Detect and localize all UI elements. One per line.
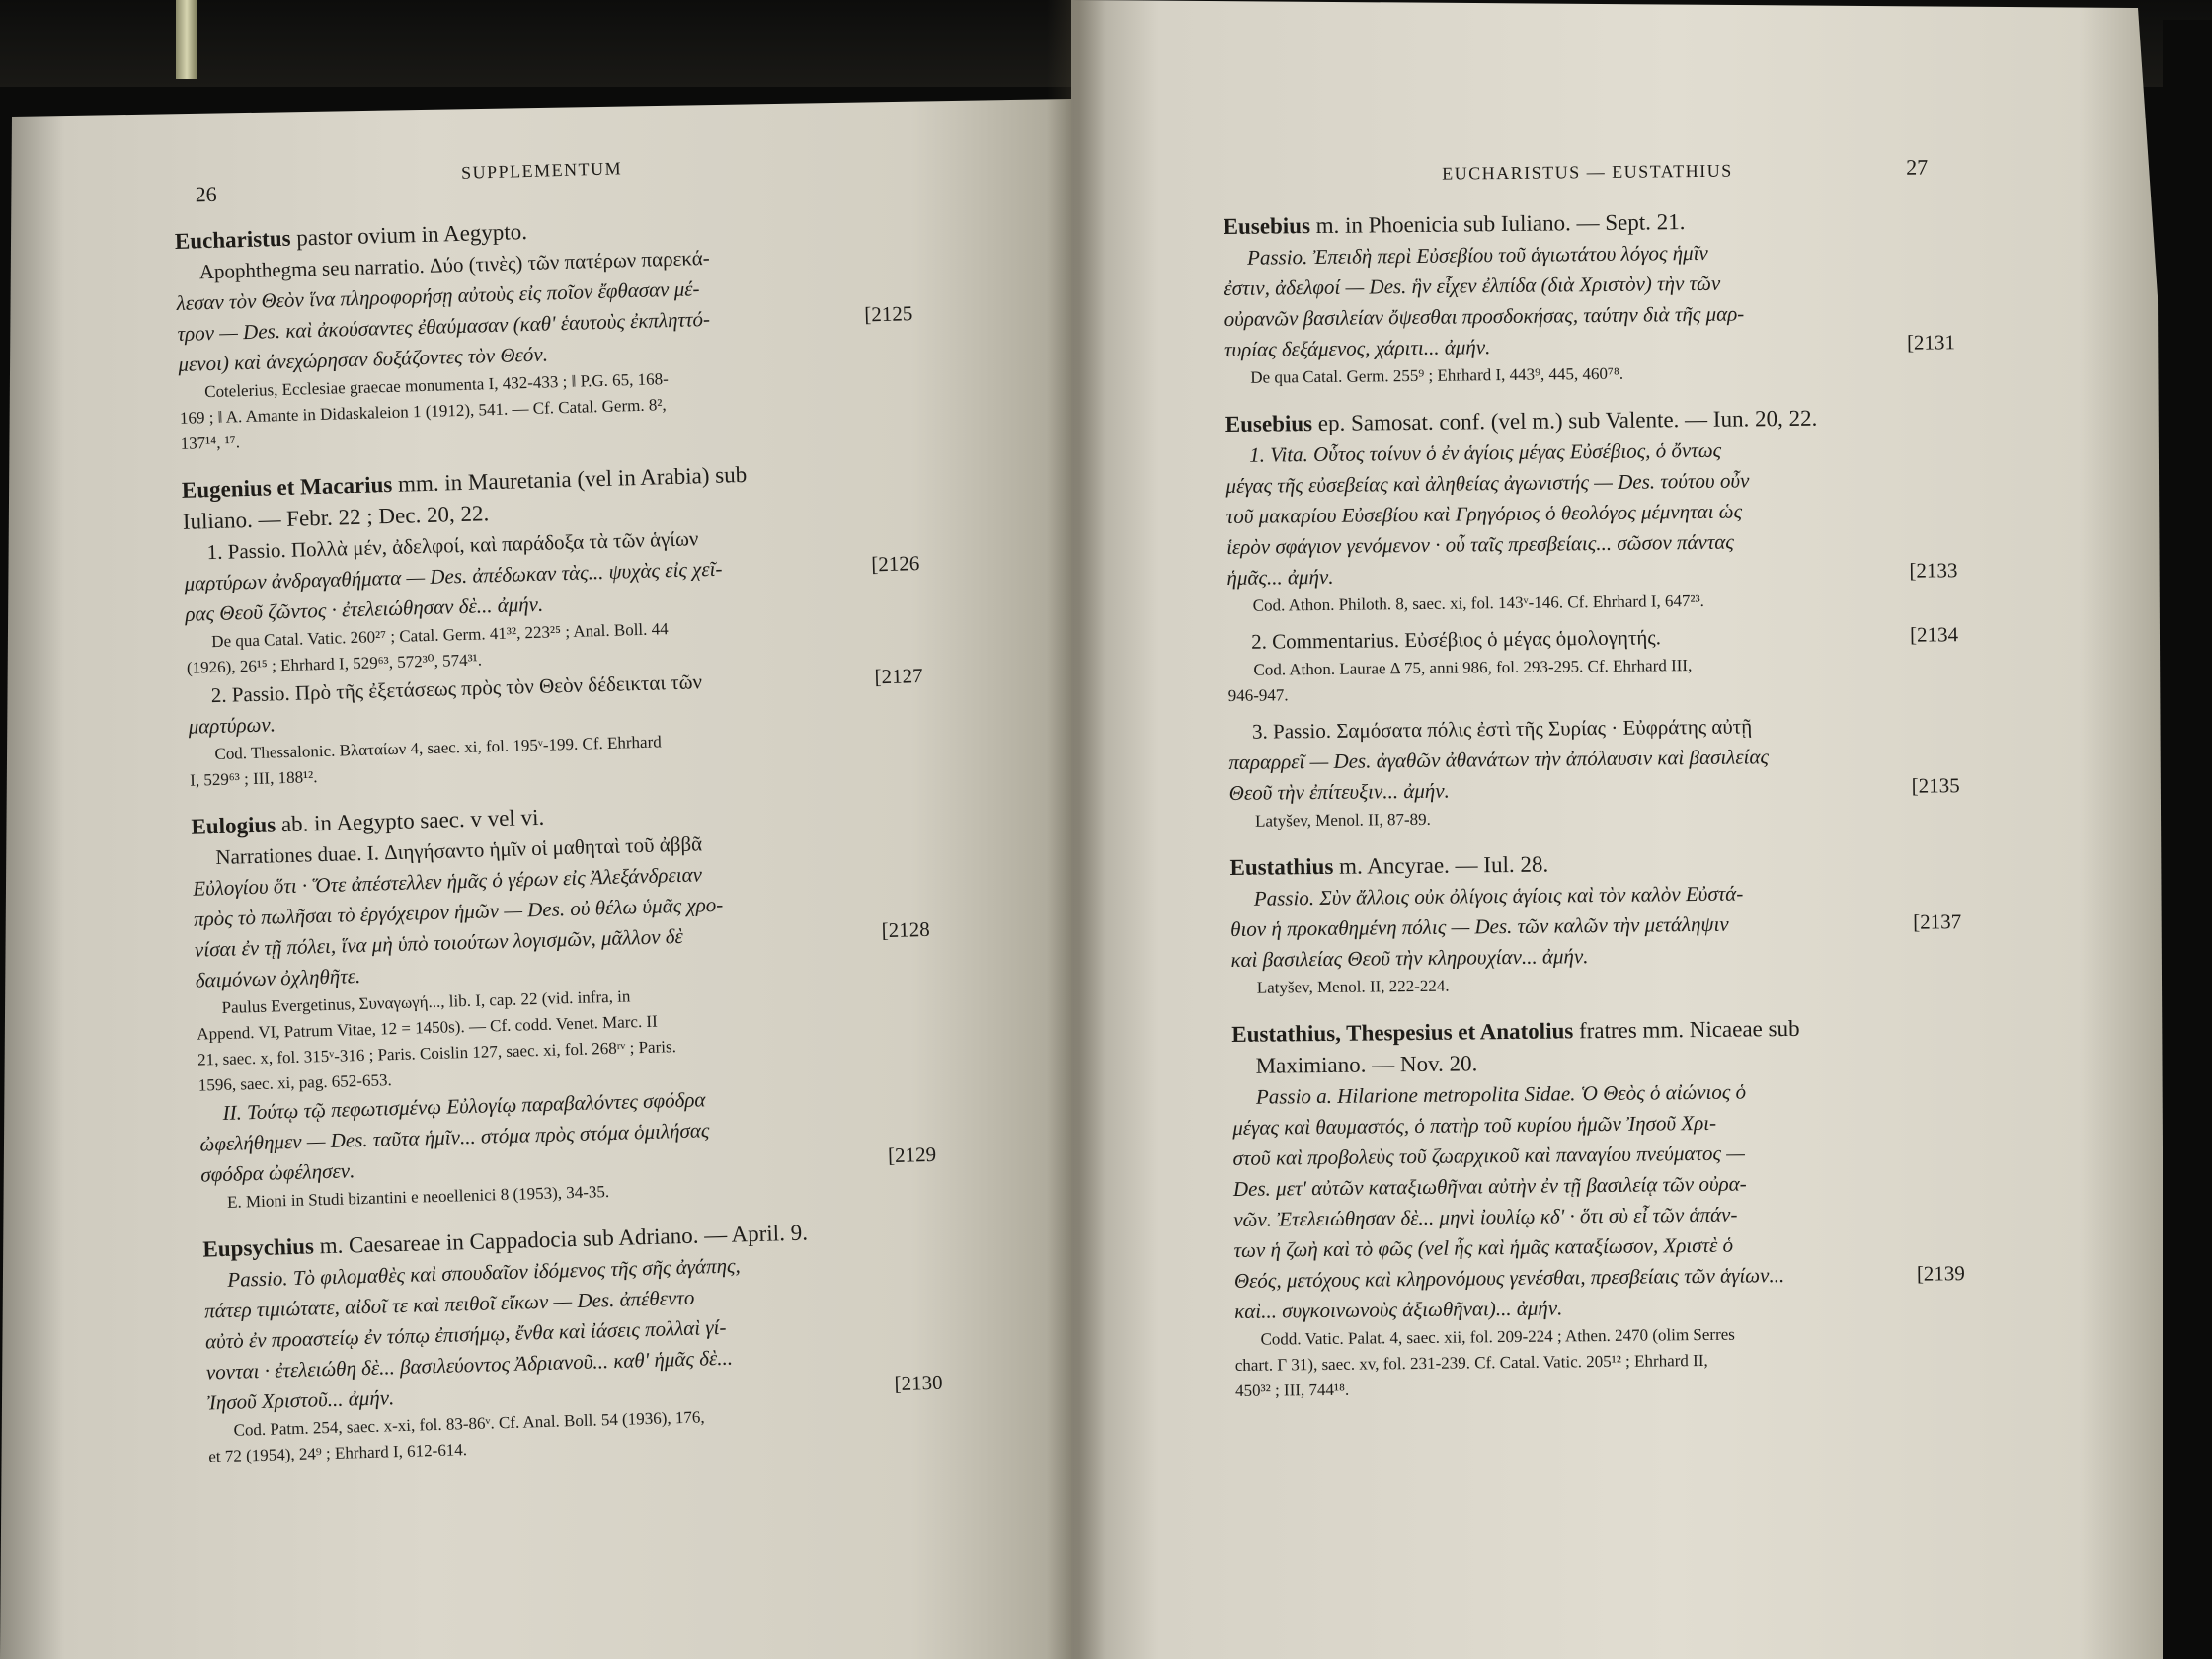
- entry-line: 1. Vita. Οὗτος τοίνυν ὁ ἐν ἁγίοις μέγας Εὐσέβιος, ὁ ὄντως: [1249, 437, 1722, 467]
- background-right: [2163, 20, 2212, 1659]
- entry-line: Passio. Ἐπειδὴ περὶ Εὐσεβίου τοῦ ἁγιωτάτου λόγος ἡμῖν: [1246, 240, 1708, 270]
- entry-eusebius-phoenicia: [1224, 203, 1956, 391]
- reference-line: (1926), 26¹⁵ ; Ehrhard I, 529⁶³, 572³⁰, 574³¹.: [186, 650, 483, 677]
- entry-number: [2135: [1911, 773, 1960, 798]
- reference-line: Cod. Athon. Philoth. 8, saec. xi, fol. 143ᵛ-146. Cf. Ehrhard I, 647²³.: [1252, 591, 1704, 615]
- reference-line: chart. Γ 31), saec. xv, fol. 231-239. Cf. Catal. Vatic. 205¹² ; Ehrhard II,: [1234, 1350, 1708, 1375]
- entry-number: [2137: [1913, 909, 1962, 934]
- reference-line: I, 529⁶³ ; III, 188¹².: [189, 767, 318, 790]
- entry-line: στοῦ καὶ προβολεὺς τοῦ ζωαρχικοῦ καὶ παναγίου πνεύματος —: [1232, 1141, 1746, 1170]
- entry-eustathius-ancyrae: [1229, 844, 1962, 1001]
- reference-line: Cod. Athon. Laurae Δ 75, anni 986, fol. 293-295. Cf. Ehrhard III,: [1253, 656, 1693, 679]
- reference-line: 450³² ; III, 744¹⁸.: [1234, 1380, 1350, 1400]
- entry-line: μέγας καὶ θαυμαστός, ὁ πατὴρ τοῦ κυρίου ἡμῶν Ἰησοῦ Χρι-: [1232, 1110, 1717, 1140]
- left-running-title: SUPPLEMENTUM: [460, 158, 623, 183]
- entry-heading: Eucharistus pastor ovium in Aegypto.: [174, 219, 528, 254]
- entry-heading-name: Eustathius: [1229, 853, 1334, 880]
- entry-line: λεσαν τὸν Θεὸν ἵνα πληροφορήσῃ αὐτοὺς εἰς ποῖον ἔφθασαν μέ-: [176, 276, 700, 315]
- reference-line: 169 ; ‖ A. Amante in Didaskaleion 1 (1912), 541. — Cf. Catal. Germ. 8²,: [179, 395, 667, 428]
- entry-line: ὠφελήθημεν — Des. ταῦτα ἡμῖν... στόμα πρὸς στόμα ὁμιλήσας: [199, 1118, 710, 1156]
- entry-line: Narrationes duae. I. Διηγήσαντο ἡμῖν οἱ μαθηταὶ τοῦ ἀββᾶ: [215, 831, 703, 870]
- left-page-text: [173, 152, 945, 1487]
- entry-line: καὶ... συγκοινωνοὺς ἀξιωθῆναι)... ἀμήν.: [1234, 1296, 1563, 1323]
- entry-line: θιον ἡ προκαθημένη πόλις — Des. τῶν καλῶν τὴν μετάληψιν: [1230, 911, 1729, 941]
- entry-number: [2126: [871, 551, 920, 577]
- entry-line: παραρρεῖ — Des. ἀγαθῶν ἀθανάτων τὴν ἀπόλαυσιν καὶ βασιλείας: [1228, 745, 1770, 774]
- entry-line: ρας Θεοῦ ζῶντος · ἐτελειώθησαν δὲ... ἀμήν.: [185, 592, 544, 626]
- entry-number: [2125: [863, 301, 913, 327]
- entry-line: Passio a. Hilarione metropolita Sidae. Ὁ Θεὸς ὁ αἰώνιος ὁ: [1255, 1079, 1747, 1109]
- entry-line: Εὐλογίου ὅτι · Ὅτε ἀπέστελλεν ἡμᾶς ὁ γέρων εἰς Ἀλεξάνδρειαν: [192, 862, 703, 901]
- entry-heading-name: Eusebius: [1223, 213, 1311, 239]
- entry-line: ἐστιν, ἀδελφοί — Des. ἣν εἶχεν ἐλπίδα (διὰ Χριστὸν) τὴν τῶν: [1224, 271, 1721, 300]
- reference-line: Append. VI, Patrum Vitae, 12 = 1450s). — Cf. codd. Venet. Marc. II: [197, 1011, 658, 1044]
- entry-eustathius-thespesius: [1231, 1011, 1966, 1404]
- reference-line: 1596, saec. xi, pag. 652-653.: [198, 1070, 392, 1095]
- entry-line: Apophthegma seu narratio. Δύο (τινὲς) τῶν πατέρων παρεκά-: [198, 245, 711, 284]
- entry-number: [2133: [1909, 558, 1958, 583]
- entry-heading-cont: Maximiano. — Nov. 20.: [1255, 1051, 1478, 1078]
- entry-eucharistus: [175, 205, 916, 457]
- entry-line: τρον — Des. καὶ ἀκούσαντες ἐθαύμασαν (καθ' ἑαυτοὺς ἐκπληττό-: [177, 306, 711, 346]
- entry-number: [2131: [1906, 330, 1956, 355]
- background-pole: [176, 0, 198, 79]
- entry-line: 2. Passio. Πρὸ τῆς ἐξετάσεως πρὸς τὸν Θεὸν δέδεικται τῶν: [210, 670, 703, 708]
- entry-eupsychius: [202, 1214, 944, 1470]
- reference-line: Paulus Evergetinus, Συναγωγή..., lib. I, cap. 22 (vid. infra, in: [221, 987, 631, 1017]
- entry-line: μαρτύρων.: [188, 712, 276, 739]
- right-running-head: [1223, 150, 1954, 211]
- entry-heading-name: Eusebius: [1224, 411, 1313, 436]
- entry-line: τοῦ μακαρίου Εὐσεβίου καὶ Γρηγόριος ὁ θεολόγος μέμνηται ὡς: [1225, 499, 1743, 528]
- entry-eugenius: [182, 454, 926, 794]
- entry-line: ἡμᾶς... ἀμήν.: [1226, 564, 1334, 590]
- entry-line: δαιμόνων ὀχληθῆτε.: [195, 964, 361, 992]
- entry-line: μέγας τῆς εὐσεβείας καὶ ἀληθείας ἀγωνιστής — Des. τούτου οὖν: [1225, 468, 1750, 498]
- entry-heading-name: Eulogius: [191, 812, 276, 839]
- entry-heading-name: Eucharistus: [174, 225, 291, 254]
- entry-heading: Eustathius, Thespesius et Anatolius fratres mm. Nicaeae sub: [1231, 1015, 1800, 1047]
- entry-eulogius: [191, 791, 937, 1217]
- entry-number: [2139: [1916, 1261, 1965, 1286]
- entry-heading: Eusebius ep. Samosat. conf. (vel m.) sub Valente. — Iun. 20, 22.: [1224, 405, 1818, 436]
- entry-number: [2134: [1909, 622, 1959, 647]
- reference-line: De qua Catal. Vatic. 260²⁷ ; Catal. Germ. 41³², 223²⁵ ; Anal. Boll. 44: [211, 619, 669, 652]
- entry-line: Θεός, μετόχους καὶ κληρονόμους γενέσθαι, πρεσβείαις τῶν ἁγίων...: [1233, 1263, 1785, 1293]
- right-running-title: EUCHARISTUS — EUSTATHIUS: [1442, 160, 1733, 184]
- reference-line: 137¹⁴, ¹⁷.: [180, 433, 241, 453]
- entry-line: των ἡ ζωὴ καὶ τὸ φῶς (vel ἧς καὶ ἡμᾶς καταξίωσον, Χριστὲ ὁ: [1233, 1232, 1734, 1262]
- entry-line: ἱερὸν σφάγιον γενόμενον · οὗ ταῖς πρεσβείαις... σῶσον πάντας: [1226, 529, 1734, 559]
- entry-number: [2129: [887, 1142, 937, 1168]
- entry-number: [2127: [874, 663, 923, 689]
- entry-line: Ἰησοῦ Χριστοῦ... ἀμήν.: [206, 1385, 395, 1415]
- entry-line: 2. Commentarius. Εὐσέβιος ὁ μέγας ὁμολογητής.: [1251, 625, 1662, 654]
- entry-line: Des. μετ' αὐτῶν καταξιωθῆναι αὐτὴν ἐν τῇ βασιλείᾳ τῶν οὐρα-: [1232, 1171, 1747, 1201]
- entry-line: αὐτὸ ἐν προαστείῳ ἐν τόπῳ ἐπισήμῳ, ἔνθα καὶ ἰάσεις πολλαὶ γί-: [204, 1314, 727, 1354]
- reference-line: et 72 (1954), 24⁹ ; Ehrhard I, 612-614.: [208, 1440, 468, 1466]
- entry-line: νίσαι ἐν τῇ πόλει, ἵνα μὴ ὑπὸ τοιούτων λογισμῶν, μᾶλλον δὲ: [194, 923, 684, 962]
- entry-line: 1. Passio. Πολλὰ μέν, ἀδελφοί, καὶ παράδοξα τὰ τῶν ἁγίων: [206, 526, 699, 565]
- reference-line: E. Mioni in Studi bizantini e neoellenici 8 (1953), 34-35.: [226, 1182, 610, 1212]
- entry-heading: Eulogius ab. in Aegypto saec. v vel vi.: [191, 804, 545, 839]
- reference-line: Cotelerius, Ecclesiae graecae monumenta I, 432-433 ; ‖ P.G. 65, 168-: [203, 369, 670, 402]
- reference-line: Latyšev, Menol. II, 222-224.: [1256, 976, 1450, 997]
- entry-heading-cont: Iuliano. — Febr. 22 ; Dec. 20, 22.: [182, 501, 490, 534]
- entry-line: II. Τούτῳ τῷ πεφωτισμένῳ Εὐλογίῳ παραβαλόντες σφόδρα: [222, 1087, 706, 1125]
- entry-line: Θεοῦ τὴν ἐπίτευξιν... ἀμήν.: [1228, 778, 1450, 805]
- entry-line: 3. Passio. Σαμόσατα πόλις ἐστὶ τῆς Συρίας · Εὐφράτης αὐτῇ: [1251, 714, 1753, 744]
- reference-line: De qua Catal. Germ. 255⁹ ; Ehrhard I, 443⁹, 445, 460⁷⁸.: [1250, 363, 1624, 387]
- entry-line: πρὸς τὸ πωλῆσαι τὸ ἐργόχειρον ἡμῶν — Des. οὐ θέλω ὑμᾶς χρο-: [193, 892, 724, 931]
- right-page-number: 27: [1906, 154, 1929, 180]
- reference-line: Codd. Vatic. Palat. 4, saec. xii, fol. 209-224 ; Athen. 2470 (olim Serres: [1260, 1324, 1735, 1349]
- entry-number: [2130: [894, 1370, 943, 1396]
- book-gutter: [1047, 0, 1106, 1659]
- entry-line: νονται · ἐτελειώθη δὲ... βασιλεύοντος Ἀδριανοῦ... καθ' ἡμᾶς δὲ...: [205, 1345, 734, 1384]
- entry-line: καὶ βασιλείας Θεοῦ τὴν κληρουχίαν... ἀμήν.: [1230, 944, 1589, 972]
- reference-line: Cod. Patm. 254, saec. x-xi, fol. 83-86ᵛ. Cf. Anal. Boll. 54 (1936), 176,: [233, 1407, 705, 1440]
- entry-number: [2128: [881, 916, 931, 943]
- entry-line: μαρτύρων ἀνδραγαθήματα — Des. ἀπέδωκαν τὰς... ψυχὰς εἰς χεῖ-: [184, 556, 723, 595]
- entry-heading-name: Eugenius et Macarius: [181, 471, 393, 503]
- entry-line: οὐρανῶν βασιλείαν ὄψεσθαι προσδοκήσας, ταύτην διὰ τῆς μαρ-: [1224, 301, 1745, 331]
- entry-line: Passio. Σὺν ἄλλοις οὐκ ὀλίγοις ἁγίοις καὶ τὸν καλὸν Εὐστά-: [1253, 881, 1744, 910]
- reference-line: 21, saec. x, fol. 315ᵛ-316 ; Paris. Coislin 127, saec. xi, fol. 268ʳᵛ ; Paris.: [197, 1037, 677, 1069]
- entry-heading: Eusebius m. in Phoenicia sub Iuliano. — Sept. 21.: [1223, 209, 1686, 239]
- entry-line: σφόδρα ὠφέλησεν.: [200, 1158, 356, 1187]
- reference-line: Latyšev, Menol. II, 87-89.: [1254, 809, 1431, 830]
- entry-heading: Eugenius et Macarius mm. in Mauretania (vel in Arabia) sub: [181, 461, 748, 503]
- entry-line: νῶν. Ἐτελειώθησαν δὲ... μηνὶ ἰουλίῳ κδ' · ὅτι σὺ εἶ τῶν ἁπάν-: [1233, 1202, 1738, 1231]
- entry-line: μενοι) καὶ ἀνεχώρησαν δοξάζοντες τὸν Θεόν.: [178, 342, 549, 376]
- entry-heading: Eustathius m. Ancyrae. — Iul. 28.: [1229, 851, 1549, 880]
- entry-eusebius-samosat: [1225, 401, 1960, 834]
- reference-line: Cod. Thessalonic. Βλαταίων 4, saec. xi, fol. 195ᵛ-199. Cf. Ehrhard: [214, 732, 662, 764]
- reference-line: 946-947.: [1227, 685, 1289, 705]
- right-page-text: [1223, 150, 1966, 1422]
- entry-heading-name: Eupsychius: [202, 1233, 315, 1262]
- entry-line: πάτερ τιμιώτατε, αἰδοῖ τε καὶ πειθοῖ εἴκων — Des. ἀπέθεντο: [203, 1285, 695, 1323]
- entry-line: τυρίας δεξάμενος, χάριτι... ἀμήν.: [1224, 335, 1491, 361]
- entry-heading: Eupsychius m. Caesareae in Cappadocia sub Adriano. — April. 9.: [202, 1220, 809, 1262]
- entry-line: Passio. Τὸ φιλομαθὲς καὶ σπουδαῖον ἰδόμενος τῆς σῆς ἀγάπης,: [226, 1253, 742, 1292]
- entry-heading-name: Eustathius, Thespesius et Anatolius: [1231, 1018, 1574, 1047]
- left-page-number: 26: [195, 181, 217, 207]
